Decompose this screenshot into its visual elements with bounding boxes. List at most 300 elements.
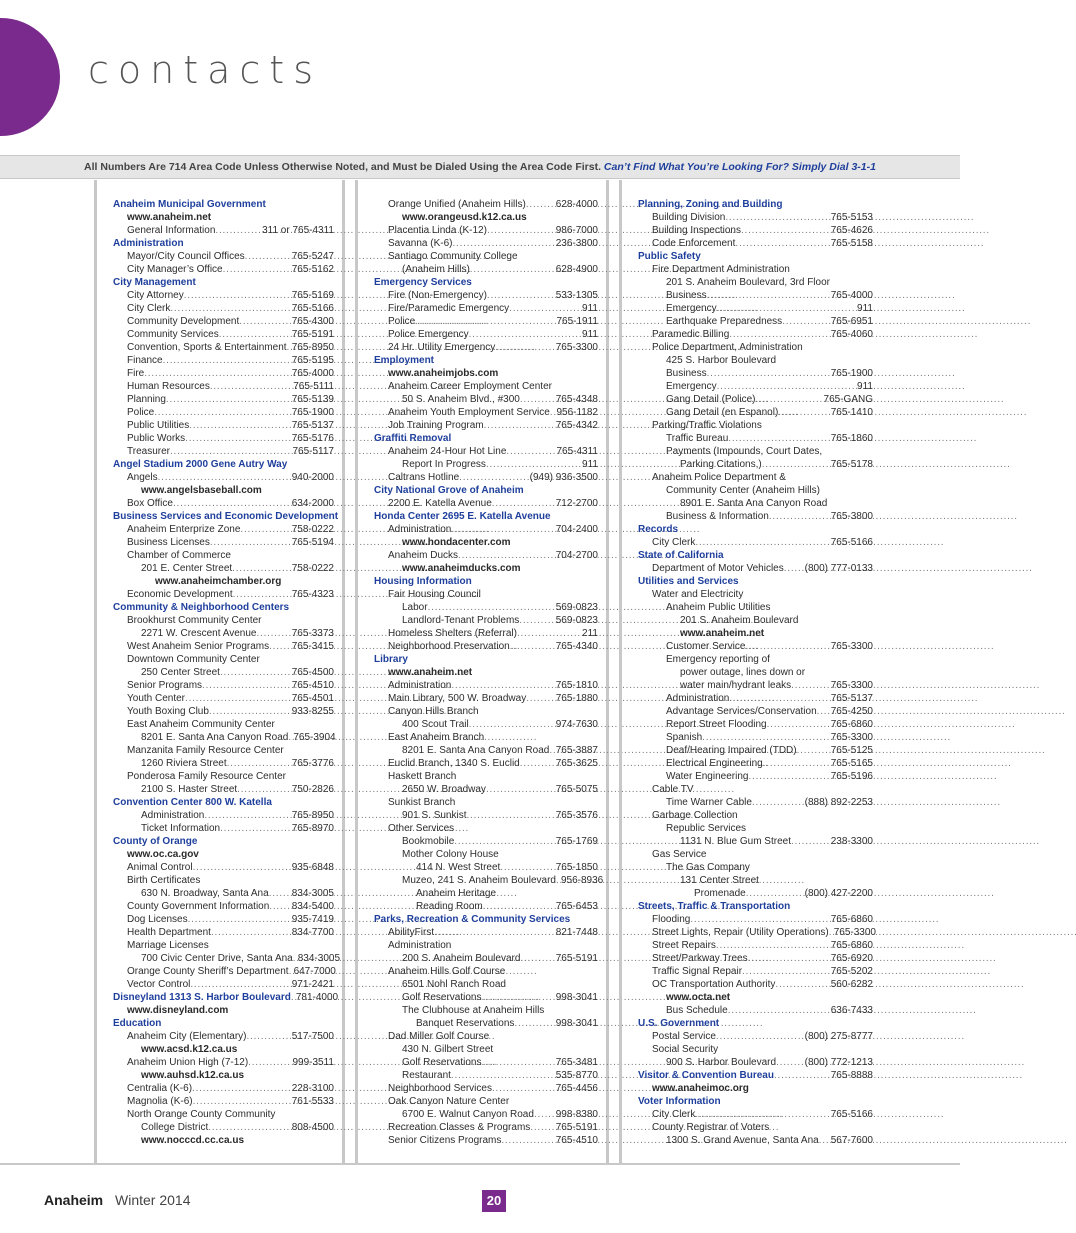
- dot-leader: [742, 965, 830, 978]
- entry-label: Reading Room: [416, 901, 483, 912]
- phone-number: 765-5166: [291, 303, 334, 314]
- phone-number: 765-4501: [291, 693, 334, 704]
- entry-label: City Management: [113, 277, 196, 288]
- dot-leader: [746, 887, 804, 900]
- entry-label: The Clubhouse at Anaheim Hills: [402, 1005, 545, 1016]
- phone-number: 765-3887: [555, 745, 598, 756]
- entry-label: Other Services: [388, 823, 455, 834]
- contact-entry: [638, 367, 873, 380]
- entry-label: 1300 S. Grand Avenue, Santa Ana: [666, 1135, 819, 1146]
- phone-number: 935-7419: [291, 914, 334, 925]
- contact-entry: [374, 744, 598, 757]
- dot-leader: [501, 1134, 554, 1147]
- entry-label: 700 Civic Center Drive, Santa Ana: [141, 953, 293, 964]
- entry-label: Water Engineering: [666, 771, 749, 782]
- contact-entry: [374, 705, 598, 718]
- phone-number: 765-4456: [555, 1083, 598, 1094]
- contact-entry: [113, 822, 334, 835]
- phone-number: 974-7630: [555, 719, 598, 730]
- contact-entry: [374, 692, 598, 705]
- dot-leader: [755, 393, 822, 406]
- phone-number: 765-4510: [291, 680, 334, 691]
- footer-issue: Winter 2014: [115, 1192, 191, 1208]
- phone-number: 834-5400: [291, 901, 334, 912]
- entry-label: Earthquake Preparedness: [666, 316, 783, 327]
- entry-label: Anaheim Ducks: [388, 550, 459, 561]
- entry-label: www.oc.ca.gov: [127, 849, 199, 860]
- dot-leader: [509, 302, 581, 315]
- contact-entry: [638, 965, 873, 978]
- phone-number: 765-GANG: [823, 394, 873, 405]
- contact-entry: [374, 419, 598, 432]
- website-link[interactable]: [113, 1004, 334, 1017]
- website-link[interactable]: [374, 536, 598, 549]
- contact-entry: [638, 276, 873, 289]
- contact-entry: [638, 614, 873, 627]
- phone-number: 765-5158: [830, 238, 873, 249]
- section-heading: [113, 458, 334, 471]
- dot-leader: [506, 445, 555, 458]
- phone-number: 956-8936: [560, 875, 604, 886]
- dot-leader: [154, 406, 290, 419]
- phone-number: 569-0823: [555, 615, 598, 626]
- contact-entry: [113, 757, 334, 770]
- phone-number: (800) 427-2200: [804, 888, 873, 899]
- phone-number: 765-5166: [830, 1109, 873, 1120]
- entry-label: Cable TV: [652, 784, 694, 795]
- entry-label: Sunkist Branch: [388, 797, 456, 808]
- phone-number: 765-6860: [830, 719, 873, 730]
- entry-label: www.anaheim.net: [388, 667, 473, 678]
- contact-entry: [374, 588, 598, 601]
- contact-entry: [113, 1121, 334, 1134]
- entry-label: Business Licenses: [127, 537, 210, 548]
- entry-label: 400 Scout Trail: [402, 719, 469, 730]
- website-link[interactable]: [113, 484, 334, 497]
- dot-leader: [510, 640, 555, 653]
- phone-number: 834-7700: [291, 927, 334, 938]
- phone-number: 765-5191: [555, 1122, 598, 1133]
- phone-number: 765-3415: [291, 641, 334, 652]
- contact-entry: [113, 939, 334, 952]
- entry-label: Magnolia (K-6): [127, 1096, 193, 1107]
- dot-leader: [517, 627, 581, 640]
- dot-leader: [778, 406, 829, 419]
- entry-label: Treasurer: [127, 446, 170, 457]
- dot-leader: [163, 354, 291, 367]
- section-heading: [113, 835, 334, 848]
- entry-label: Code Enforcement: [652, 238, 736, 249]
- website-link[interactable]: [113, 1069, 334, 1082]
- entry-label: Senior Citizens Programs: [388, 1135, 502, 1146]
- entry-label: Visitor & Convention Bureau: [638, 1070, 774, 1081]
- entry-label: Convention, Sports & Entertainment: [127, 342, 287, 353]
- dot-leader: [204, 809, 290, 822]
- entry-label: Emergency Services: [374, 277, 472, 288]
- phone-number: 765-3300: [830, 641, 873, 652]
- dot-leader: [763, 757, 830, 770]
- entry-label: 900 S. Harbor Boulevard: [666, 1057, 777, 1068]
- contact-entry: [113, 900, 334, 913]
- dot-leader: [245, 250, 291, 263]
- entry-label: Police Department, Administration: [652, 342, 803, 353]
- website-link[interactable]: [113, 1134, 334, 1147]
- phone-number: 765-4342: [555, 420, 598, 431]
- contact-entry: [638, 1108, 873, 1121]
- phone-number: 765-5176: [291, 433, 334, 444]
- phone-number: 758-0222: [291, 563, 334, 574]
- website-link[interactable]: [374, 562, 598, 575]
- phone-number: 999-3511: [292, 1057, 334, 1068]
- entry-label: Box Office: [127, 498, 173, 509]
- contact-entry: [113, 445, 334, 458]
- contact-entry: [638, 770, 873, 783]
- phone-number: 765-5202: [830, 966, 873, 977]
- contact-entry: [638, 926, 876, 939]
- phone-number: 704-2700: [555, 550, 598, 561]
- contact-entry: [374, 848, 598, 861]
- decorative-circle: [0, 18, 60, 136]
- entry-label: Mayor/City Council Offices: [127, 251, 245, 262]
- contact-entry: [113, 536, 334, 549]
- phone-number: 704-2400: [555, 524, 598, 535]
- contact-entry: [638, 211, 873, 224]
- entry-label: East Anaheim Community Center: [127, 719, 275, 730]
- dot-leader: [716, 1030, 804, 1043]
- dot-leader: [735, 237, 829, 250]
- phone-number: 765-5111: [293, 381, 334, 392]
- entry-label: Flooding: [652, 914, 691, 925]
- entry-label: www.anaheimjobs.com: [388, 368, 499, 379]
- phone-number: 765-1410: [830, 407, 873, 418]
- footer-divider: [0, 1163, 960, 1165]
- section-heading: [374, 510, 598, 523]
- contact-entry: [113, 432, 334, 445]
- dot-leader: [415, 315, 555, 328]
- dot-leader: [219, 328, 291, 341]
- entry-label: 201 S. Anaheim Boulevard: [680, 615, 799, 626]
- dot-leader: [520, 952, 554, 965]
- entry-label: Fire: [127, 368, 145, 379]
- phone-number: 765-5191: [291, 329, 334, 340]
- entry-label: Chamber of Commerce: [127, 550, 231, 561]
- contact-entry: [638, 913, 873, 926]
- contact-entry: [113, 341, 334, 354]
- dot-leader: [487, 224, 555, 237]
- entry-label: 1260 Riviera Street: [141, 758, 227, 769]
- dot-leader: [246, 1030, 290, 1043]
- contact-entry: [638, 653, 873, 666]
- contact-entry: [113, 497, 334, 510]
- dot-leader: [690, 913, 829, 926]
- contact-entry: [374, 835, 598, 848]
- entry-label: 630 N. Broadway, Santa Ana: [141, 888, 269, 899]
- entry-label: Anaheim City (Elementary): [127, 1031, 247, 1042]
- contact-entry: [638, 289, 873, 302]
- contact-entry: [374, 1134, 598, 1147]
- website-link[interactable]: [113, 211, 334, 224]
- entry-label: Placentia Linda (K-12): [388, 225, 487, 236]
- contact-entry: [638, 731, 873, 744]
- contact-entry: [113, 653, 334, 666]
- contact-entry: [113, 952, 341, 965]
- contact-entry: [113, 978, 334, 991]
- entry-label: Street Repairs: [652, 940, 716, 951]
- contact-entry: [638, 341, 873, 354]
- phone-number: 765-4626: [830, 225, 873, 236]
- phone-number: 765-3373: [291, 628, 334, 639]
- entry-label: North Orange County Community: [127, 1109, 276, 1120]
- dot-leader: [741, 224, 830, 237]
- contact-entry: [374, 900, 598, 913]
- website-link[interactable]: [374, 367, 598, 380]
- entry-label: Parking/Traffic Violations: [652, 420, 762, 431]
- contact-entry: [638, 471, 873, 484]
- contact-entry: [638, 887, 873, 900]
- section-heading: [374, 276, 598, 289]
- contact-entry: [638, 809, 873, 822]
- entry-label: www.octa.net: [666, 992, 731, 1003]
- dot-leader: [481, 1056, 554, 1069]
- entry-label: Centralia (K-6): [127, 1083, 193, 1094]
- page-title: contacts: [88, 48, 323, 92]
- website-link[interactable]: [374, 211, 598, 224]
- dot-leader: [520, 757, 555, 770]
- entry-label: City Manager’s Office: [127, 264, 223, 275]
- dot-leader: [451, 523, 554, 536]
- phone-number: 935-6848: [291, 862, 334, 873]
- entry-label: Fair Housing Council: [388, 589, 481, 600]
- section-heading: [638, 250, 873, 263]
- phone-number: 533-1305: [555, 290, 598, 301]
- contact-entry: [638, 445, 873, 458]
- entry-label: Building Division: [652, 212, 726, 223]
- phone-number: 821-7448: [555, 927, 598, 938]
- entry-label: Employment: [374, 355, 435, 366]
- entry-label: Payments (Impounds, Court Dates,: [666, 446, 823, 457]
- phone-number: 808-4500: [291, 1122, 334, 1133]
- phone-number: 765-6920: [830, 953, 873, 964]
- entry-label: Anaheim Youth Employment Service: [388, 407, 550, 418]
- dot-leader: [469, 328, 581, 341]
- contact-entry: [113, 614, 334, 627]
- contact-entry: [374, 1082, 598, 1095]
- entry-label: www.angelsbaseball.com: [141, 485, 262, 496]
- entry-label: Vector Control: [127, 979, 191, 990]
- dot-leader: [209, 705, 291, 718]
- dot-leader: [514, 1017, 554, 1030]
- entry-label: Administration: [388, 940, 452, 951]
- entry-label: Disneyland 1313 S. Harbor Boulevard: [113, 992, 291, 1003]
- contact-entry: [374, 315, 598, 328]
- dot-leader: [530, 1121, 554, 1134]
- entry-label: 131 Center Street: [680, 875, 759, 886]
- phone-number: 236-3800: [555, 238, 598, 249]
- entry-label: 6700 E. Walnut Canyon Road: [402, 1109, 534, 1120]
- contact-entry: [374, 939, 598, 952]
- dot-leader: [729, 328, 829, 341]
- contact-entry: [374, 926, 598, 939]
- contact-entry: [638, 978, 873, 991]
- website-link[interactable]: [374, 666, 598, 679]
- website-link[interactable]: [638, 991, 873, 1004]
- phone-number: 765-3800: [830, 511, 873, 522]
- contact-entry: [113, 562, 334, 575]
- phone-number: 765-1911: [556, 316, 598, 327]
- contact-entry: [113, 666, 334, 679]
- contact-entry: [113, 744, 334, 757]
- dot-leader: [791, 679, 830, 692]
- entry-label: Spanish: [666, 732, 703, 743]
- contact-entry: [113, 718, 334, 731]
- contact-entry: [113, 393, 334, 406]
- entry-label: Golf Reservations: [402, 1057, 482, 1068]
- phone-number: 765-6453: [555, 901, 598, 912]
- website-link[interactable]: [113, 575, 334, 588]
- contact-entry: [374, 497, 598, 510]
- entry-label: Gas Service: [652, 849, 707, 860]
- entry-label: State of California: [638, 550, 724, 561]
- dot-leader: [189, 419, 290, 432]
- dot-leader: [775, 978, 829, 991]
- entry-label: Administration: [388, 524, 452, 535]
- contact-entry: [638, 783, 873, 796]
- contact-entry: [374, 289, 598, 302]
- contact-entry: [374, 549, 598, 562]
- dot-leader: [717, 380, 856, 393]
- dot-leader: [707, 367, 830, 380]
- dot-leader: [185, 432, 291, 445]
- entry-label: The Gas Company: [666, 862, 750, 873]
- phone-number: 765-3904: [293, 732, 336, 743]
- contact-entry: [638, 692, 873, 705]
- section-heading: [638, 1069, 873, 1082]
- dot-leader: [428, 601, 555, 614]
- entry-label: Senior Programs: [127, 680, 203, 691]
- dot-leader: [526, 198, 555, 211]
- entry-label: AbilityFirst: [388, 927, 435, 938]
- entry-label: General Information: [127, 225, 216, 236]
- dot-leader: [707, 289, 830, 302]
- contact-entry: [638, 263, 873, 276]
- phone-number: 765-4311: [556, 446, 598, 457]
- entry-label: Anaheim Career Employment Center: [388, 381, 552, 392]
- contact-entry: [113, 471, 334, 484]
- entry-label: Utilities and Services: [638, 576, 739, 587]
- dot-leader: [184, 289, 291, 302]
- contact-entry: [638, 874, 873, 887]
- entry-label: Honda Center 2695 E. Katella Avenue: [374, 511, 551, 522]
- section-heading: [113, 796, 334, 809]
- dot-leader: [717, 302, 856, 315]
- contact-entry: [113, 588, 334, 601]
- contact-entry: [113, 627, 334, 640]
- entry-label: Human Resources: [127, 381, 210, 392]
- section-heading: [113, 991, 339, 1004]
- phone-number: 765-4348: [555, 394, 598, 405]
- dot-leader: [451, 679, 554, 692]
- contact-entry: [638, 237, 873, 250]
- contact-entry: [113, 1030, 334, 1043]
- contact-entry: [374, 1043, 598, 1056]
- dot-leader: [534, 1108, 555, 1121]
- entry-label: www.nocccd.cc.ca.us: [141, 1135, 245, 1146]
- phone-number: 765-4500: [291, 667, 334, 678]
- contact-columns: [94, 180, 879, 1163]
- phone-number: 765-4323: [291, 589, 334, 600]
- entry-label: Library: [374, 654, 408, 665]
- contact-entry: [113, 874, 334, 887]
- entry-label: www.orangeusd.k12.ca.us: [402, 212, 527, 223]
- entry-label: power outage, lines down or: [680, 667, 806, 678]
- entry-label: www.auhsd.k12.ca.us: [141, 1070, 245, 1081]
- contact-entry: [374, 601, 598, 614]
- dot-leader: [208, 1121, 290, 1134]
- contact-entry: [638, 588, 873, 601]
- contact-entry: [374, 887, 598, 900]
- entry-label: 414 N. West Street: [416, 862, 501, 873]
- contact-entry: [374, 978, 598, 991]
- phone-number: 634-2000: [291, 498, 334, 509]
- entry-label: Anaheim Public Utilities: [666, 602, 771, 613]
- contact-entry: [113, 783, 334, 796]
- phone-number: (949) 936-3500: [529, 472, 598, 483]
- entry-label: Advantage Services/Conservation: [666, 706, 817, 717]
- dot-leader: [237, 783, 291, 796]
- entry-label: www.hondacenter.com: [402, 537, 511, 548]
- entry-label: Administration: [113, 238, 184, 249]
- entry-label: Restaurant: [402, 1070, 451, 1081]
- contact-entry: [638, 666, 873, 679]
- contact-entry: [374, 965, 598, 978]
- entry-label: Convention Center 800 W. Katella: [113, 797, 272, 808]
- entry-label: Job Training Program: [388, 420, 484, 431]
- section-heading: [113, 601, 334, 614]
- website-link[interactable]: [638, 1082, 873, 1095]
- phone-number: (800) 275-8777: [804, 1031, 873, 1042]
- entry-label: Electrical Engineering: [666, 758, 763, 769]
- dot-leader: [193, 1095, 291, 1108]
- phone-number: (800) 777-0133: [804, 563, 873, 574]
- contact-entry: [113, 549, 334, 562]
- entry-label: www.anaheim.net: [680, 628, 765, 639]
- website-link[interactable]: [638, 627, 873, 640]
- phone-number: 765-5247: [291, 251, 334, 262]
- phone-number: (888) 892-2253: [804, 797, 873, 808]
- contact-entry: [374, 1017, 598, 1030]
- dot-leader: [185, 692, 291, 705]
- website-link[interactable]: [113, 1043, 334, 1056]
- contact-entry: [374, 861, 598, 874]
- dot-leader: [728, 432, 829, 445]
- entry-label: Santiago Community College: [388, 251, 518, 262]
- entry-label: Garbage Collection: [652, 810, 738, 821]
- entry-label: Republic Services: [666, 823, 747, 834]
- contact-entry: [638, 861, 873, 874]
- entry-label: 2271 W. Crescent Avenue: [141, 628, 257, 639]
- entry-label: 2200 E. Katella Avenue: [388, 498, 492, 509]
- entry-label: Mother Colony House: [402, 849, 499, 860]
- entry-label: Report Street Flooding: [666, 719, 767, 730]
- entry-label: Planning: [127, 394, 166, 405]
- entry-label: Street/Parkway Trees: [652, 953, 748, 964]
- phone-number: 765-5125: [830, 745, 873, 756]
- phone-number: 911: [582, 303, 598, 314]
- website-link[interactable]: [113, 848, 334, 861]
- entry-label: Social Security: [652, 1044, 719, 1055]
- entry-label: Angel Stadium 2000 Gene Autry Way: [113, 459, 288, 470]
- section-heading: [374, 484, 598, 497]
